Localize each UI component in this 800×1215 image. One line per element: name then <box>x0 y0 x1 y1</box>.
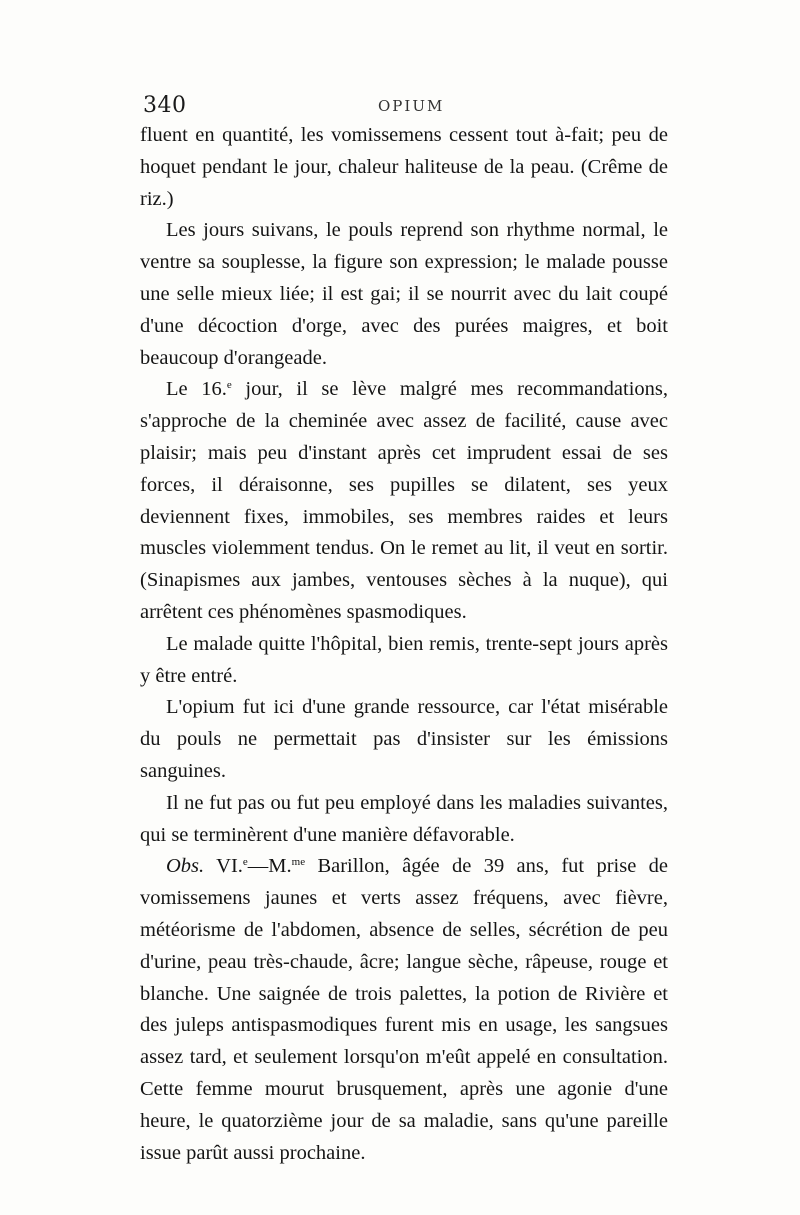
running-head <box>143 93 668 123</box>
observation-number: VI. <box>204 855 243 878</box>
observation-title-superscript: me <box>291 856 306 869</box>
body-text <box>140 120 668 1169</box>
paragraph-4: Le malade quitte l'hôpital, bien remis, trente-sept jours après y être entré. <box>140 632 668 687</box>
paragraph-5: L'opium fut ici d'une grande ressource, car l'état misérable du pouls ne permettait pas d'insister sur les émissions sanguines. <box>140 696 668 782</box>
page-number: 340 <box>143 93 187 118</box>
observation-label: Obs. <box>166 855 205 878</box>
paragraph-1: fluent en quantité, les vomissemens cessent tout à-fait; peu de hoquet pendant le jour, chaleur haliteuse de la peau. (Crême de riz.) <box>140 124 668 210</box>
paragraph-3-start: Le 16. <box>166 378 227 401</box>
observation-number-superscript: e <box>242 856 248 869</box>
paragraph-3 <box>140 374 668 628</box>
observation-title: —M. <box>247 855 292 878</box>
observation-body: Barillon, âgée de 39 ans, fut prise de vomissemens jaunes et verts assez fréquens, avec fièvre, météorisme de l'abdomen, absence de selles, sécrétion de peu d'urine, peau très-chaude, âcre; langue sèche, râpeuse, rouge et blanche. Une saignée de trois palettes, la potion de Rivière et des juleps antispasmodiques furent mis en usage, les sangsues assez tard, et seulement lorsqu'on m'eût appelé en consultation. Cette femme mourut brusquement, après une agonie d'une heure, le quatorzième jour de sa maladie, sans qu'une pareille issue parût aussi prochaine. <box>140 855 668 1164</box>
ordinal-superscript: e <box>226 379 232 392</box>
observation-paragraph <box>140 851 668 1169</box>
paragraph-6: Il ne fut pas ou fut peu employé dans les maladies suivantes, qui se terminèrent d'une manière défavorable. <box>140 791 668 846</box>
paragraph-2: Les jours suivans, le pouls reprend son rhythme normal, le ventre sa souplesse, la figure son expression; le malade pousse une selle mieux liée; il est gai; il se nourrit avec du lait coupé d'une décoction d'orge, avec des purées maigres, et boit beaucoup d'orangeade. <box>140 219 668 369</box>
running-title: OPIUM <box>378 97 445 115</box>
paragraph-3-rest: jour, il se lève malgré mes recommandations, s'approche de la cheminée avec assez de facilité, cause avec plaisir; mais peu d'instant après cet imprudent essai de ses forces, il déraisonne, ses pupilles se dilatent, ses yeux deviennent fixes, immobiles, ses membres raides et leurs muscles violemment tendus. On le remet au lit, il veut en sortir. (Sinapismes aux jambes, ventouses sèches à la nuque), qui arrêtent ces phénomènes spasmodiques. <box>140 378 668 623</box>
